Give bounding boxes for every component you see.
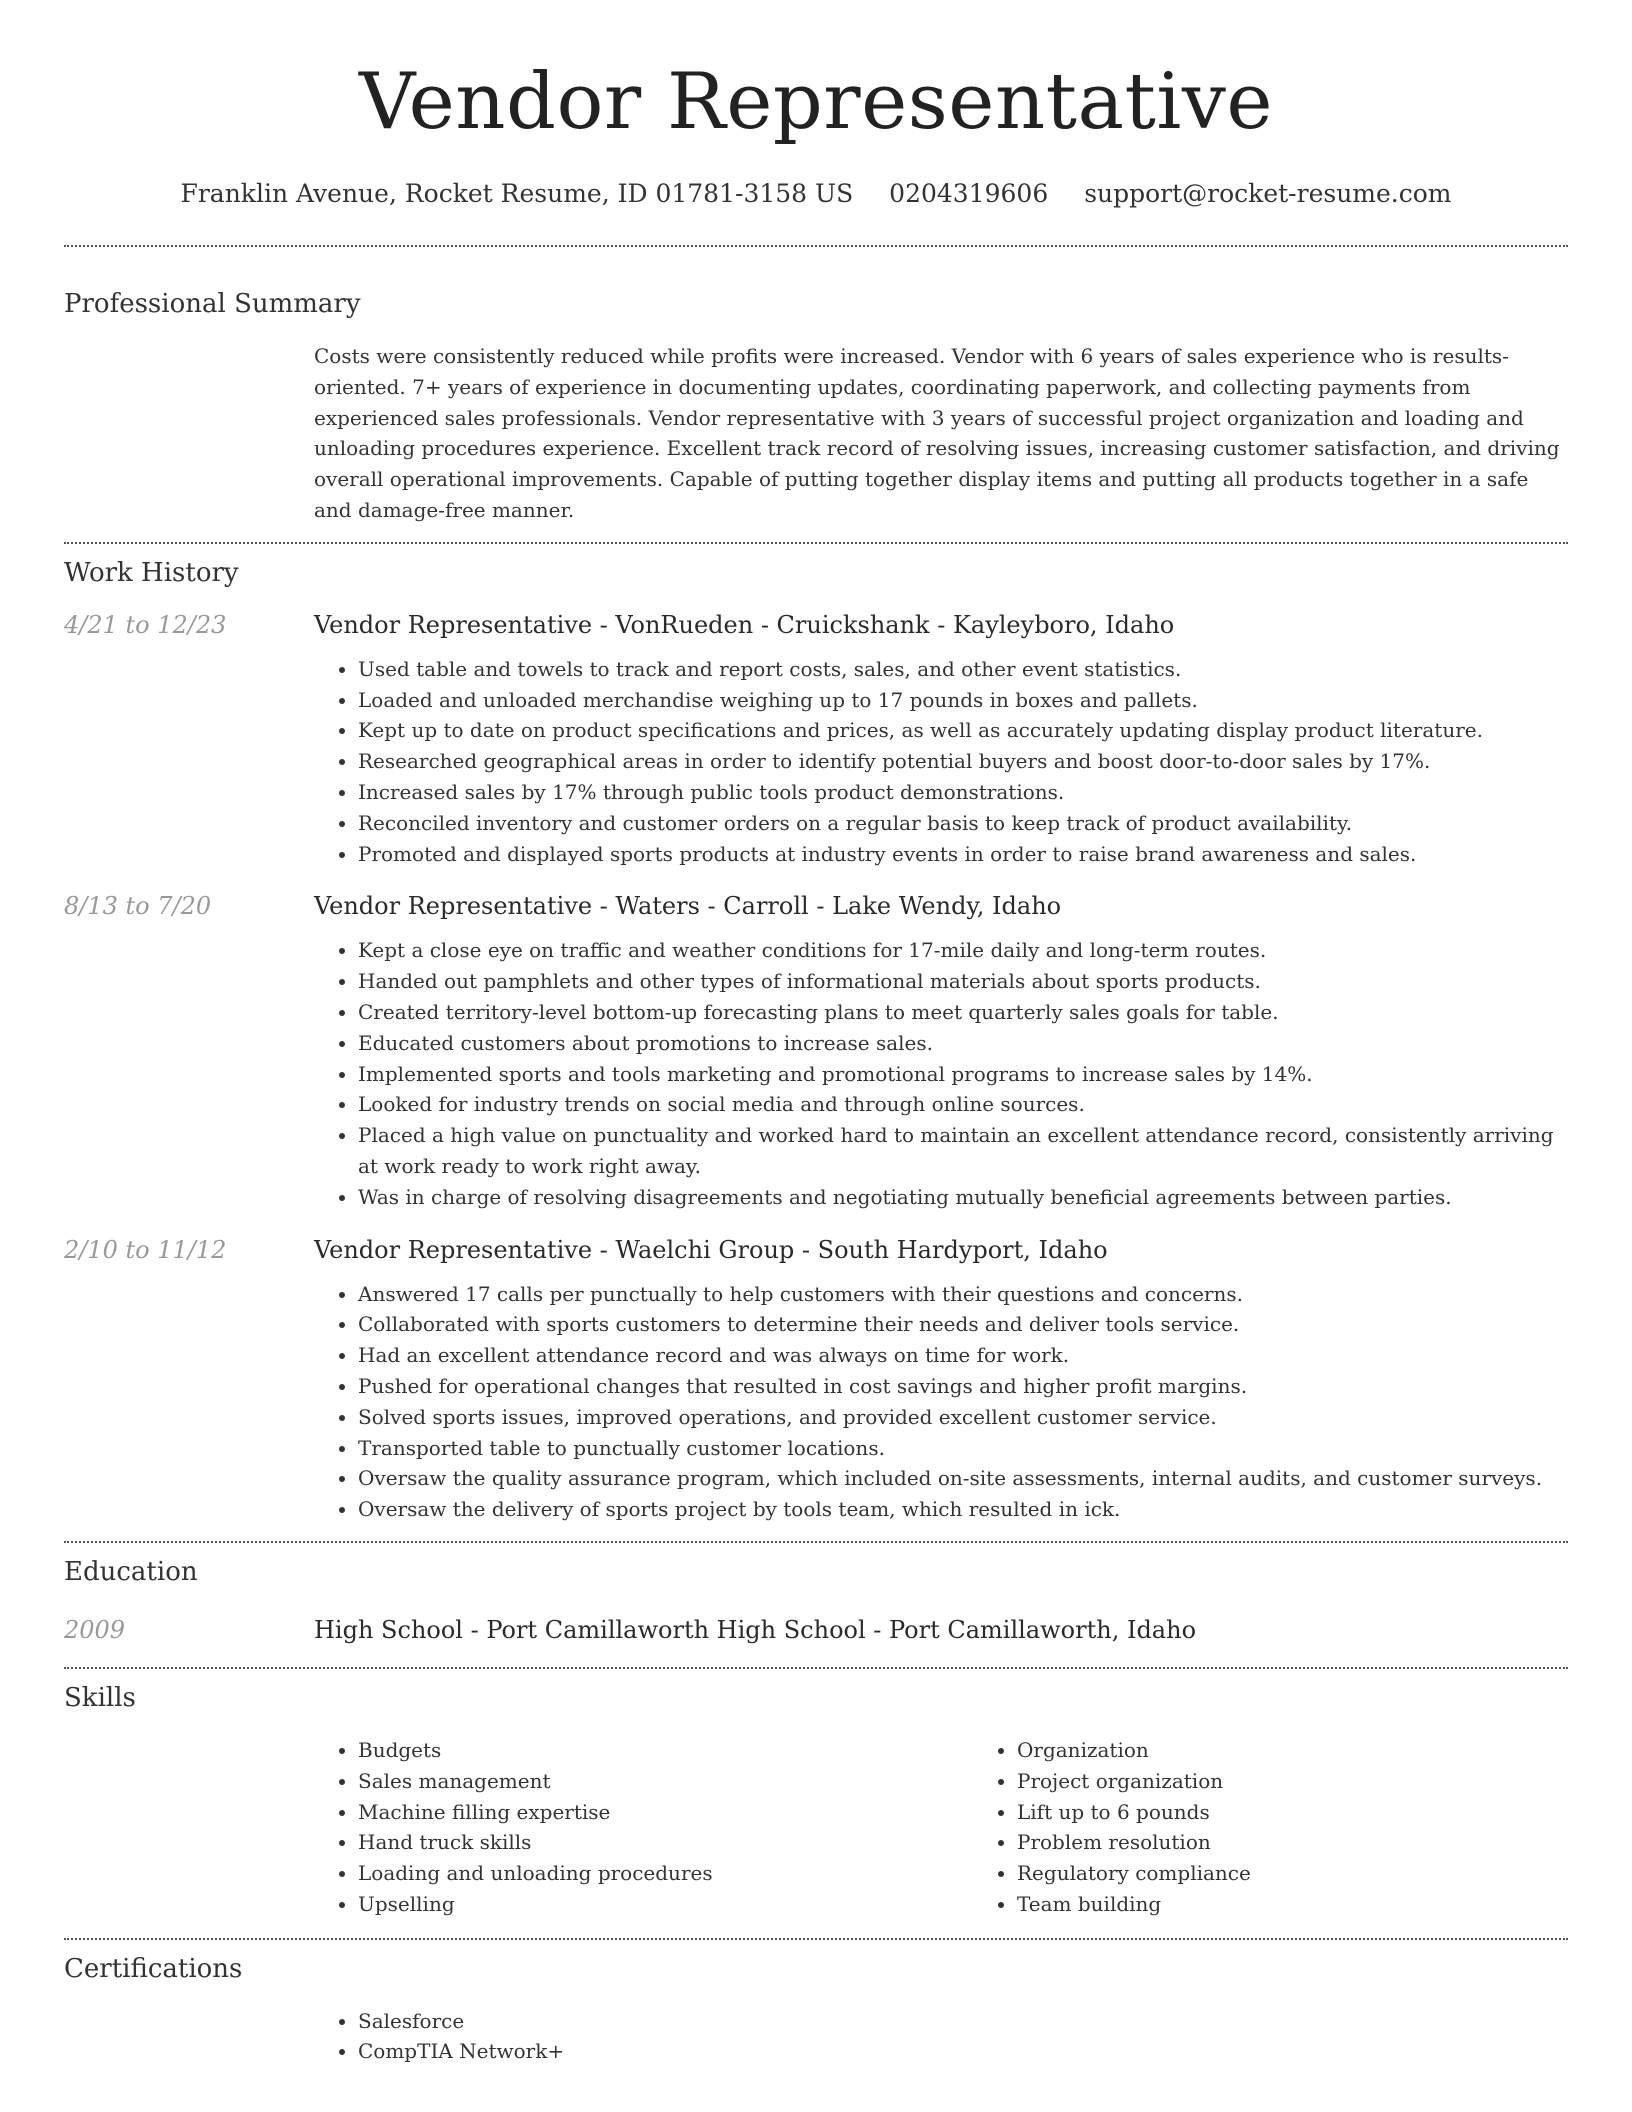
job-dates: 2/10 to 11/12 [64, 1235, 227, 1264]
education-date: 2009 [64, 1615, 126, 1644]
job-entry [64, 608, 1568, 870]
skills-section [64, 1669, 1568, 1920]
job-entry [64, 889, 1568, 1212]
job-bullet: • Handed out pamphlets and other types of informational materials about sports products. [358, 966, 1568, 997]
job-entry [64, 1233, 1568, 1525]
summary-section [64, 247, 1568, 526]
skills-list-left [314, 1735, 973, 1920]
job-title: Vendor Representative - Waelchi Group - South Hardyport, Idaho [314, 1235, 1108, 1264]
contact-line [64, 178, 1568, 210]
skill-item: • Project organization [1017, 1766, 1632, 1797]
certification-item: • CompTIA Network+ [358, 2036, 1568, 2067]
job-bullet: • Created territory-level bottom-up forecasting plans to meet quarterly sales goals for table. [358, 997, 1568, 1028]
certifications-section [64, 1940, 1568, 2068]
job-bullet: • Increased sales by 17% through public tools product demonstrations. [358, 777, 1568, 808]
job-bullet: • Loaded and unloaded merchandise weighing up to 17 pounds in boxes and pallets. [358, 685, 1568, 716]
skill-item: • Upselling [358, 1889, 973, 1920]
skill-item: • Loading and unloading procedures [358, 1858, 973, 1889]
skill-item: • Lift up to 6 pounds [1017, 1797, 1632, 1828]
job-bullet: • Reconciled inventory and customer orders on a regular basis to keep track of product availability. [358, 808, 1568, 839]
education-title: High School - Port Camillaworth High School - Port Camillaworth, Idaho [314, 1615, 1197, 1644]
job-bullet: • Promoted and displayed sports products at industry events in order to raise brand awareness and sales. [358, 839, 1568, 870]
skills-list-right [973, 1735, 1632, 1920]
job-bullet: • Kept up to date on product specifications and prices, as well as accurately updating display product literature. [358, 715, 1568, 746]
skill-item: • Team building [1017, 1889, 1632, 1920]
contact-address: Franklin Avenue, Rocket Resume, ID 01781-3158 US [180, 179, 854, 208]
contact-phone: 0204319606 [889, 179, 1049, 208]
skill-item: • Sales management [358, 1766, 973, 1797]
job-dates: 4/21 to 12/23 [64, 610, 227, 639]
work-history-section [64, 544, 1568, 1525]
job-bullet: • Looked for industry trends on social media and through online sources. [358, 1089, 1568, 1120]
job-bullet: • Placed a high value on punctuality and worked hard to maintain an excellent attendance record, consistently arriving at work ready to work right away. [358, 1120, 1568, 1182]
skill-item: • Regulatory compliance [1017, 1858, 1632, 1889]
job-title: Vendor Representative - Waters - Carroll - Lake Wendy, Idaho [314, 892, 1062, 921]
job-bullet: • Transported table to punctually customer locations. [358, 1433, 1568, 1464]
certification-item: • Salesforce [358, 2006, 1568, 2037]
job-bullet: • Collaborated with sports customers to determine their needs and deliver tools service. [358, 1309, 1568, 1340]
skill-item: • Problem resolution [1017, 1827, 1632, 1858]
job-bullet: • Used table and towels to track and report costs, sales, and other event statistics. [358, 654, 1568, 685]
job-bullet: • Kept a close eye on traffic and weather conditions for 17-mile daily and long-term routes. [358, 935, 1568, 966]
job-bullet: • Had an excellent attendance record and was always on time for work. [358, 1340, 1568, 1371]
job-dates: 8/13 to 7/20 [64, 892, 212, 921]
skill-item: • Hand truck skills [358, 1827, 973, 1858]
section-title-summary: Professional Summary [64, 289, 361, 319]
job-bullets [314, 935, 1568, 1212]
job-bullets [314, 1279, 1568, 1525]
summary-text: Costs were consistently reduced while profits were increased. Vendor with 6 years of sales experience who is results-oriented. 7+ years of experience in documenting updates, coordinating paperwork, and collecting payments from experienced sales professionals. Vendor representative with 3 years of successful project organization and loading and unloading procedures experience. Excellent track record of resolving issues, increasing customer satisfaction, and driving overall operational improvements. Capable of putting together display items and putting all products together in a safe and damage-free manner. [314, 344, 1560, 522]
job-bullet: • Implemented sports and tools marketing and promotional programs to increase sales by 14%. [358, 1059, 1568, 1090]
contact-email: support@rocket-resume.com [1084, 179, 1452, 208]
certifications-list [314, 2006, 1568, 2068]
candidate-name: Vendor Representative [358, 57, 1274, 147]
job-bullet: • Oversaw the quality assurance program, which included on-site assessments, internal audits, and customer surveys. [358, 1463, 1568, 1494]
section-title-education: Education [64, 1556, 198, 1587]
job-bullet: • Researched geographical areas in order to identify potential buyers and boost door-to-door sales by 17%. [358, 746, 1568, 777]
job-bullet: • Oversaw the delivery of sports project by tools team, which resulted in ick. [358, 1494, 1568, 1525]
job-bullets [314, 654, 1568, 870]
skill-item: • Organization [1017, 1735, 1632, 1766]
job-bullet: • Pushed for operational changes that resulted in cost savings and higher profit margins. [358, 1371, 1568, 1402]
section-title-work-history: Work History [64, 557, 239, 588]
skill-item: • Budgets [358, 1735, 973, 1766]
skill-item: • Machine filling expertise [358, 1797, 973, 1828]
job-bullet: • Solved sports issues, improved operations, and provided excellent customer service. [358, 1402, 1568, 1433]
resume-header [64, 0, 1568, 210]
section-title-skills: Skills [64, 1682, 136, 1713]
section-title-certifications: Certifications [64, 1953, 243, 1984]
job-bullet: • Was in charge of resolving disagreements and negotiating mutually beneficial agreements between parties. [358, 1182, 1568, 1213]
job-title: Vendor Representative - VonRueden - Cruickshank - Kayleyboro, Idaho [314, 610, 1175, 639]
jobs-list [64, 608, 1568, 1525]
job-bullet: • Educated customers about promotions to increase sales. [358, 1028, 1568, 1059]
education-entry [64, 1613, 1568, 1647]
education-section [64, 1543, 1568, 1647]
job-bullet: • Answered 17 calls per punctually to help customers with their questions and concerns. [358, 1279, 1568, 1310]
